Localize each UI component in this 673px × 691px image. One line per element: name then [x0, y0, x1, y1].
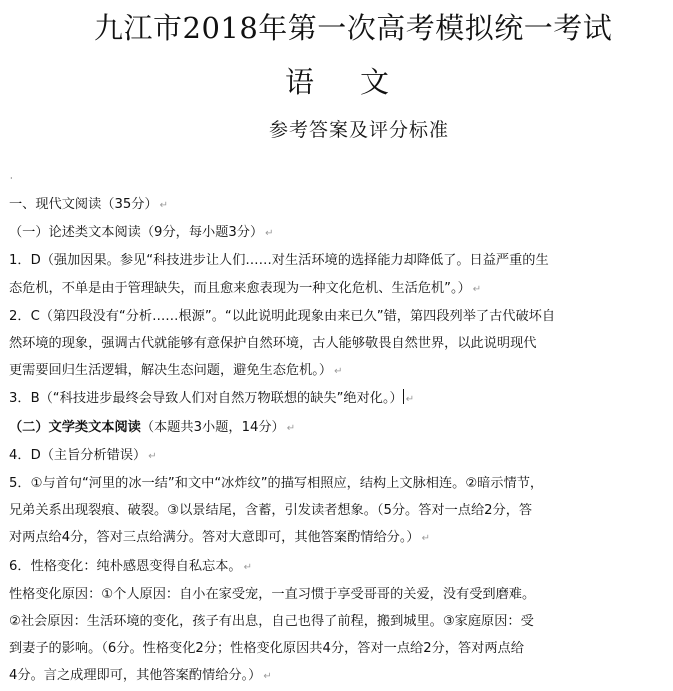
answer-body — [9, 191, 665, 691]
section-heading — [9, 191, 665, 219]
paragraph-mark-icon: ↵ — [472, 283, 482, 295]
subsection-heading-1-text: （一）论述类文本阅读（9分，每小题3分） — [9, 225, 264, 241]
paragraph-mark-icon: ↵ — [286, 422, 296, 434]
answer-q4-line1 — [9, 442, 665, 470]
answer-q1-line2-text: 态危机，不单是由于管理缺失，而且愈来愈表现为一种文化危机、生活危机”。） — [9, 280, 471, 296]
answer-q6-line5-text: 4分。言之成理即可，其他答案酌情给分。） — [9, 668, 262, 684]
answer-q5-line2: 兄弟关系出现裂痕、破裂。③以景结尾，含蓄，引发读者想象。（5分。答对一点给2分，答 — [9, 503, 533, 519]
subsection-heading-2 — [9, 414, 665, 442]
paragraph-mark-icon: ↵ — [421, 533, 430, 545]
answer-q3-line1-text: 3．B（“科技进步最终会导致人们对自然万物联想的缺失”绝对化。） — [9, 391, 403, 407]
paragraph-mark-icon: ↵ — [334, 366, 343, 378]
document-subtitle: 参考答案及评分标准 — [269, 119, 450, 141]
paragraph-mark-icon: ↵ — [265, 228, 274, 240]
paragraph-mark-icon: ↵ — [263, 671, 272, 683]
answer-q1-line1: 1．D（强加因果。参见“科技进步让人们……对生活环境的选择能力却降低了。日益严重的生 — [9, 253, 549, 269]
answer-q3-line1 — [9, 385, 665, 413]
section-heading-text: 一、现代文阅读（35分） — [9, 197, 158, 212]
answer-q2-line1: 2．C（第四段没有“分析……根源”。“以此说明此现象由来已久”错，第四段列举了古代破坏自 — [9, 308, 556, 324]
document-title: 九江市2018年第一次高考模拟统一考试 — [94, 11, 613, 45]
answer-q5-line3 — [9, 524, 665, 552]
answer-q6-line3: ②社会原因：生活环境的变化，孩子有出息，自己也得了前程，搬到城里。③家庭原因：受 — [9, 614, 534, 630]
subsection-heading-1 — [9, 219, 665, 247]
text-cursor — [403, 389, 404, 404]
answer-q6-line2: 性格变化原因：①个人原因：自小在家受宠，一直习惯于享受哥哥的关爱，没有受到磨难。 — [9, 586, 536, 602]
subsection-heading-2-bold: （二）文学类文本阅读 — [9, 419, 141, 435]
answer-q1-line2 — [9, 275, 665, 303]
answer-q5-line3-text: 对两点给4分，答对三点给满分。答对大意即可，其他答案酌情给分。） — [9, 530, 420, 546]
subject-char-2: 文 — [360, 65, 390, 99]
bullet-dot: · — [10, 174, 13, 183]
answer-q2-line2: 然环境的现象，强调古代就能够有意保护自然环境，古人能够敬畏自然世界，以此说明现代 — [9, 336, 537, 352]
paragraph-mark-icon: ↵ — [243, 561, 252, 573]
answer-q4-line1-text: 4．D（主旨分析错误） — [9, 447, 147, 463]
paragraph-mark-icon: ↵ — [405, 394, 415, 406]
subject-char-1: 语 — [285, 65, 315, 99]
subject-heading — [285, 62, 389, 102]
subsection-heading-2-rest: （本题共3小题，14分） — [140, 419, 285, 435]
answer-q2-line3 — [9, 357, 665, 385]
answer-q6-line1-text: 6．性格变化：纯朴感恩变得自私忘本。 — [9, 558, 242, 574]
answer-q6-line5 — [9, 662, 665, 690]
paragraph-mark-icon: ↵ — [148, 450, 157, 462]
paragraph-mark-icon: ↵ — [159, 200, 169, 211]
answer-q6-line1 — [9, 553, 665, 581]
answer-q6-line4: 到妻子的影响。（6分。性格变化2分；性格变化原因共4分，答对一点给2分，答对两点给 — [9, 641, 524, 657]
answer-q5-line1: 5．①与首句“河里的冰一结”和文中“冰炸纹”的描写相照应，结构上文脉相连。②暗示情节， — [9, 476, 544, 492]
answer-q2-line3-text: 更需要回归生活逻辑，解决生态问题，避免生态危机。） — [9, 363, 333, 379]
